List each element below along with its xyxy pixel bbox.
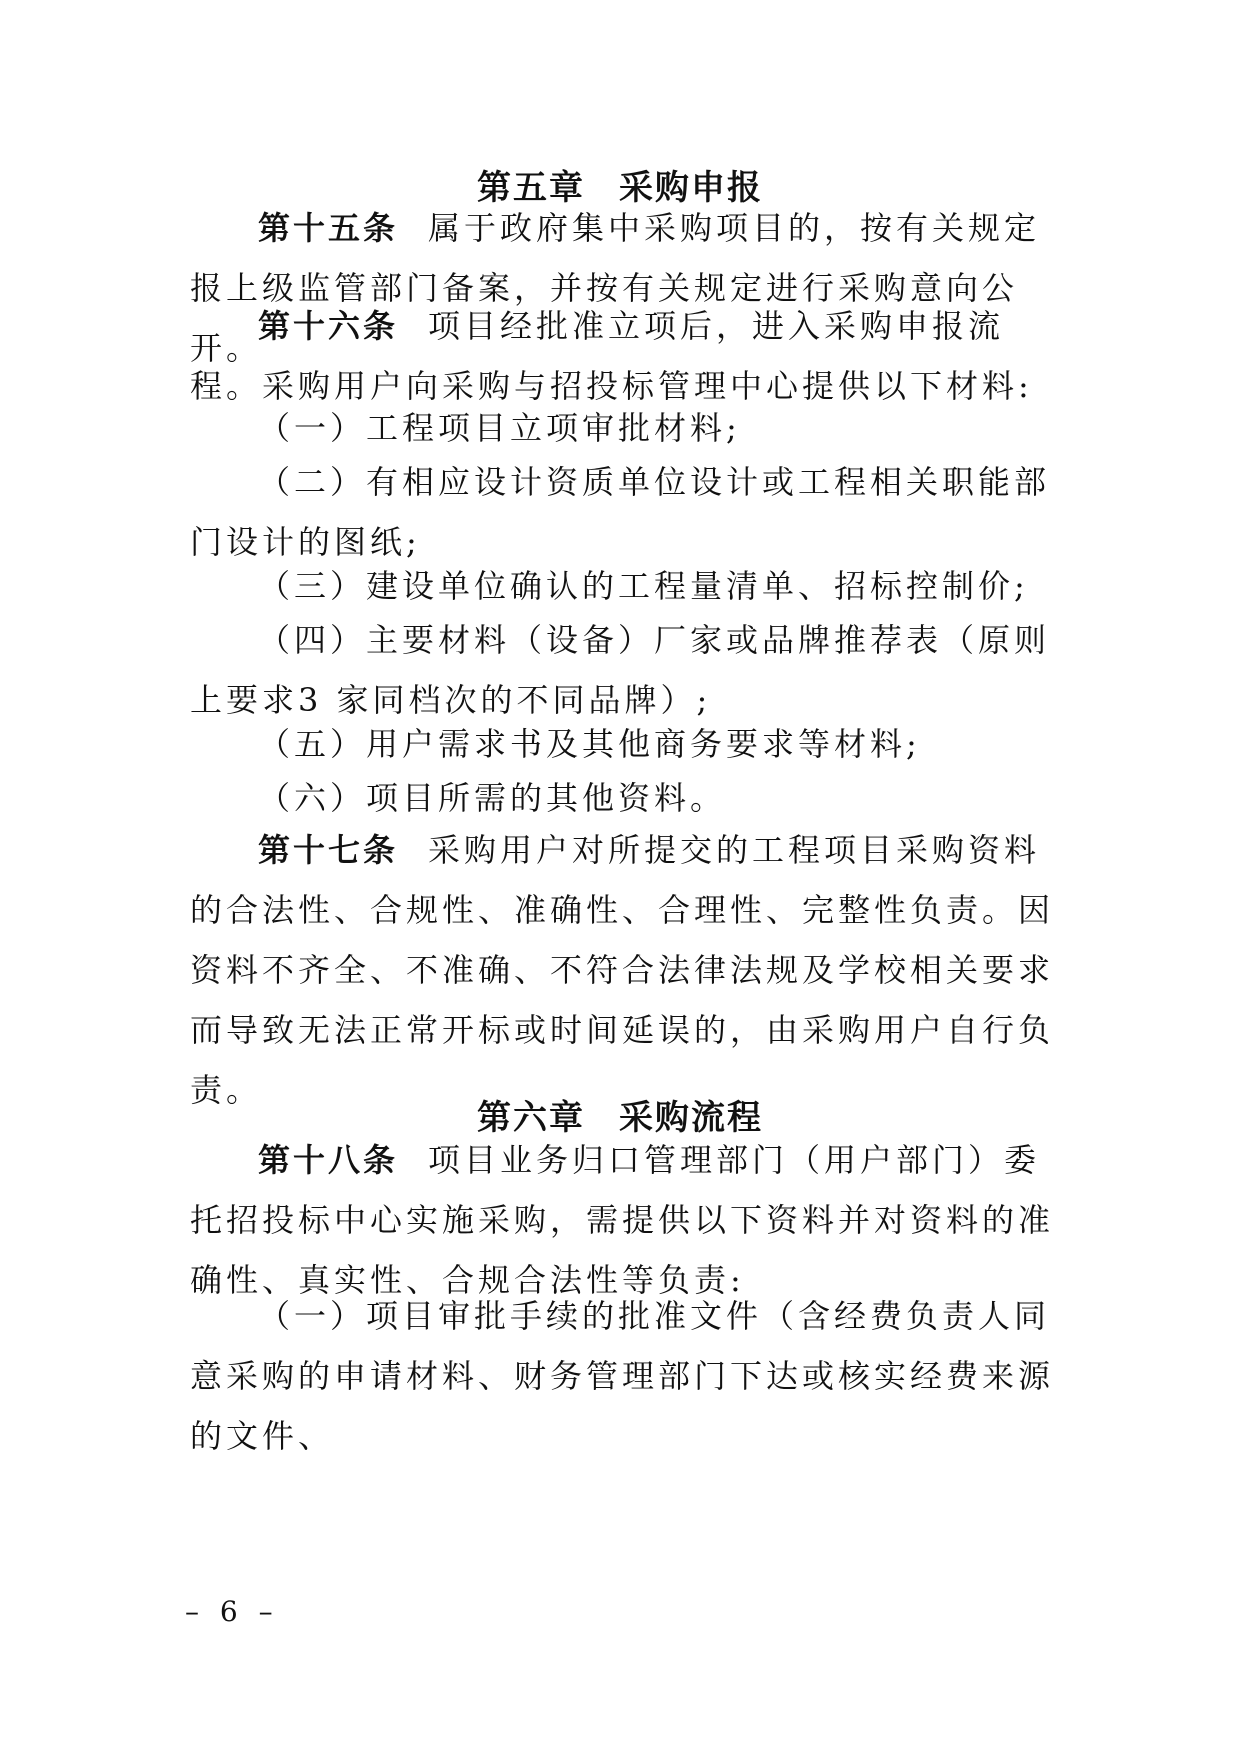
chapter-5-title: 采购申报 <box>619 168 763 208</box>
chapter-5-number: 第五章 <box>477 168 585 208</box>
article-18 <box>190 1130 1060 1310</box>
article-18-text: 项目业务归口管理部门（用户部门）委托招投标中心实施采购，需提供以下资料并对资料的准确性、真实性、合规合法性等负责: <box>190 1141 1055 1299</box>
article-16-item-4: （四）主要材料（设备）厂家或品牌推荐表（原则上要求3 家同档次的不同品牌）; <box>190 621 1051 719</box>
article-16-item-5: （五）用户需求书及其他商务要求等材料; <box>258 725 921 763</box>
article-15-label: 第十五条 <box>258 209 399 247</box>
article-18-label: 第十八条 <box>258 1141 399 1179</box>
page-number: – 6 – <box>185 1595 279 1628</box>
article-17-text: 采购用户对所提交的工程项目采购资料的合法性、合规性、准确性、合理性、完整性负责。因资料不齐全、不准确、不符合法律法规及学校相关要求而导致无法正常开标或时间延误的，由采购用户自行负责。 <box>190 831 1055 1109</box>
article-16-item-1: （一）工程项目立项审批材料; <box>258 409 741 447</box>
article-15-text: 属于政府集中采购项目的，按有关规定报上级监管部门备案，并按有关规定进行采购意向公开。 <box>190 209 1041 367</box>
chapter-6-title: 采购流程 <box>619 1098 763 1138</box>
article-17 <box>190 820 1060 1120</box>
article-17-label: 第十七条 <box>258 831 399 869</box>
article-18-item-1: （一）项目审批手续的批准文件（含经费负责人同意采购的申请材料、财务管理部门下达或核实经费来源的文件、 <box>190 1297 1055 1455</box>
article-16-item-6: （六）项目所需的其他资料。 <box>258 779 727 817</box>
article-16-item-3: （三）建设单位确认的工程量清单、招标控制价; <box>258 567 1029 605</box>
article-16-item-2: （二）有相应设计资质单位设计或工程相关职能部门设计的图纸; <box>190 463 1051 561</box>
article-16-text: 项目经批准立项后，进入采购申报流程。采购用户向采购与招投标管理中心提供以下材料: <box>190 307 1033 405</box>
article-16-label: 第十六条 <box>258 307 399 345</box>
chapter-6-number: 第六章 <box>477 1098 585 1138</box>
